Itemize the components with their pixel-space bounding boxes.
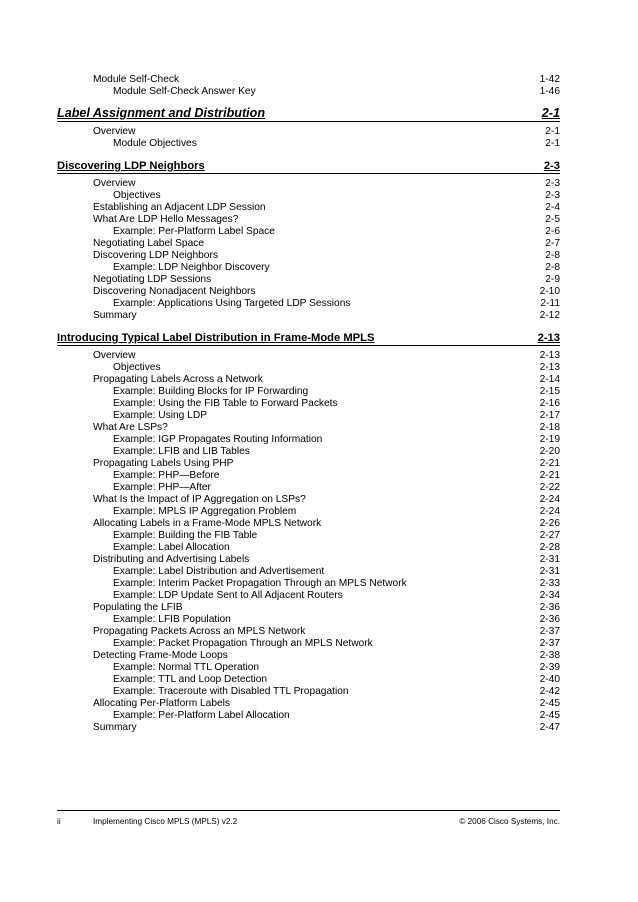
toc-subentry[interactable] <box>57 590 560 602</box>
entry-page-number: 2-6 <box>545 226 560 237</box>
entry-page-number: 2-36 <box>539 602 560 613</box>
entry-title: Summary <box>93 722 137 733</box>
toc-subentry[interactable] <box>57 614 560 626</box>
entry-title: Overview <box>93 178 136 189</box>
entry-title: Negotiating Label Space <box>93 238 205 249</box>
toc-subentry[interactable] <box>57 638 560 650</box>
toc-subentry[interactable] <box>57 138 560 150</box>
entry-page-number: 2-15 <box>539 386 560 397</box>
footer-page-number: ii <box>57 817 61 826</box>
toc-entry[interactable] <box>57 374 560 386</box>
toc-subentry[interactable] <box>57 566 560 578</box>
toc-entry[interactable] <box>57 286 560 298</box>
footer-course-title: Implementing Cisco MPLS (MPLS) v2.2 <box>93 817 238 826</box>
toc-chapter-heading[interactable] <box>57 326 560 346</box>
toc-chapter-heading[interactable] <box>57 154 560 174</box>
entry-page-number: 2-8 <box>545 250 560 261</box>
entry-page-number: 2-11 <box>540 298 560 309</box>
entry-title: What Is the Impact of IP Aggregation on LSPs? <box>93 494 306 505</box>
entry-title: Example: Packet Propagation Through an MPLS Network <box>113 638 373 649</box>
toc-entry[interactable] <box>57 274 560 286</box>
chapter-title: Introducing Typical Label Distribution in Frame-Mode MPLS <box>57 332 375 344</box>
entry-page-number: 2-42 <box>539 686 560 697</box>
entry-title: Establishing an Adjacent LDP Session <box>93 202 266 213</box>
entry-page-number: 2-5 <box>545 214 560 225</box>
entry-page-number: 2-24 <box>539 494 560 505</box>
chapter-page-number: 2-13 <box>537 332 560 344</box>
toc-entry[interactable] <box>57 518 560 530</box>
entry-title: Overview <box>93 126 136 137</box>
entry-page-number: 2-13 <box>539 350 560 361</box>
toc-subentry[interactable] <box>57 446 560 458</box>
chapter-title: Label Assignment and Distribution <box>57 106 266 120</box>
toc-subentry[interactable] <box>57 298 560 310</box>
entry-title: Example: LFIB Population <box>113 614 231 625</box>
toc-entry[interactable] <box>57 698 560 710</box>
entry-page-number: 2-40 <box>539 674 560 685</box>
toc-subentry[interactable] <box>57 662 560 674</box>
chapter-page-number: 2-1 <box>541 106 560 120</box>
toc-subentry[interactable] <box>57 86 560 98</box>
entry-page-number: 1-46 <box>539 86 560 97</box>
toc-entry[interactable] <box>57 126 560 138</box>
entry-page-number: 2-39 <box>539 662 560 673</box>
entry-title: Module Self-Check <box>93 74 180 85</box>
entry-page-number: 2-13 <box>539 362 560 373</box>
entry-title: What Are LDP Hello Messages? <box>93 214 239 225</box>
toc-subentry[interactable] <box>57 482 560 494</box>
entry-page-number: 2-37 <box>539 626 560 637</box>
entry-title: Module Self-Check Answer Key <box>113 86 256 97</box>
entry-page-number: 2-24 <box>539 506 560 517</box>
entry-page-number: 2-18 <box>539 422 560 433</box>
toc-entry[interactable] <box>57 178 560 190</box>
entry-title: Example: TTL and Loop Detection <box>113 674 268 685</box>
entry-title: Discovering LDP Neighbors <box>93 250 218 261</box>
toc-subentry[interactable] <box>57 226 560 238</box>
entry-title: Negotiating LDP Sessions <box>93 274 212 285</box>
entry-page-number: 2-36 <box>539 614 560 625</box>
footer-copyright: © 2006 Cisco Systems, Inc. <box>459 817 560 826</box>
entry-page-number: 2-21 <box>539 470 560 481</box>
entry-title: Propagating Packets Across an MPLS Network <box>93 626 306 637</box>
entry-page-number: 2-31 <box>539 554 560 565</box>
entry-title: Module Objectives <box>113 138 197 149</box>
toc-entry[interactable] <box>57 202 560 214</box>
entry-page-number: 2-34 <box>539 590 560 601</box>
toc-entry[interactable] <box>57 214 560 226</box>
entry-title: Example: MPLS IP Aggregation Problem <box>113 506 297 517</box>
toc-entry[interactable] <box>57 350 560 362</box>
entry-page-number: 2-8 <box>545 262 560 273</box>
toc-subentry[interactable] <box>57 410 560 422</box>
entry-page-number: 2-19 <box>539 434 560 445</box>
toc-subentry[interactable] <box>57 398 560 410</box>
toc-subentry[interactable] <box>57 578 560 590</box>
entry-title: Example: IGP Propagates Routing Information <box>113 434 323 445</box>
toc-subentry[interactable] <box>57 362 560 374</box>
toc-entry[interactable] <box>57 458 560 470</box>
entry-page-number: 2-33 <box>539 578 560 589</box>
entry-page-number: 2-27 <box>539 530 560 541</box>
entry-title: Summary <box>93 310 137 321</box>
toc-chapter-heading[interactable] <box>57 102 560 122</box>
entry-title: Overview <box>93 350 136 361</box>
toc-entry[interactable] <box>57 650 560 662</box>
entry-page-number: 2-10 <box>539 286 560 297</box>
entry-title: Example: Using LDP <box>113 410 207 421</box>
entry-title: Example: Per-Platform Label Space <box>113 226 275 237</box>
toc-entry[interactable] <box>57 238 560 250</box>
toc-entry[interactable] <box>57 602 560 614</box>
entry-title: Example: Label Allocation <box>113 542 230 553</box>
toc-entry[interactable] <box>57 250 560 262</box>
entry-page-number: 2-16 <box>539 398 560 409</box>
entry-page-number: 2-37 <box>539 638 560 649</box>
toc-subentry[interactable] <box>57 434 560 446</box>
entry-title: Propagating Labels Using PHP <box>93 458 234 469</box>
toc-subentry[interactable] <box>57 470 560 482</box>
toc-subentry[interactable] <box>57 190 560 202</box>
entry-title: Populating the LFIB <box>93 602 183 613</box>
toc-entry[interactable] <box>57 722 560 734</box>
entry-title: Objectives <box>113 362 161 373</box>
toc-entry[interactable] <box>57 74 560 86</box>
entry-title: Example: Per-Platform Label Allocation <box>113 710 290 721</box>
entry-title: Allocating Labels in a Frame-Mode MPLS Network <box>93 518 322 529</box>
entry-title: Example: Interim Packet Propagation Through an MPLS Network <box>113 578 407 589</box>
entry-title: What Are LSPs? <box>93 422 168 433</box>
entry-page-number: 2-3 <box>545 178 560 189</box>
entry-title: Example: LFIB and LIB Tables <box>113 446 250 457</box>
toc-subentry[interactable] <box>57 262 560 274</box>
entry-page-number: 2-3 <box>545 190 560 201</box>
entry-page-number: 2-31 <box>539 566 560 577</box>
entry-page-number: 2-38 <box>539 650 560 661</box>
entry-page-number: 2-9 <box>545 274 560 285</box>
entry-title: Example: LDP Neighbor Discovery <box>113 262 270 273</box>
entry-title: Example: Label Distribution and Advertisement <box>113 566 325 577</box>
entry-page-number: 2-21 <box>539 458 560 469</box>
toc-subentry[interactable] <box>57 506 560 518</box>
toc-subentry[interactable] <box>57 530 560 542</box>
entry-title: Example: Applications Using Targeted LDP Sessions <box>113 298 351 309</box>
entry-page-number: 2-1 <box>545 138 560 149</box>
entry-title: Distributing and Advertising Labels <box>93 554 250 565</box>
entry-page-number: 2-26 <box>539 518 560 529</box>
entry-page-number: 2-45 <box>539 710 560 721</box>
entry-page-number: 2-12 <box>539 310 560 321</box>
entry-title: Discovering Nonadjacent Neighbors <box>93 286 256 297</box>
entry-title: Example: Building Blocks for IP Forwarding <box>113 386 309 397</box>
entry-page-number: 2-4 <box>545 202 560 213</box>
entry-page-number: 2-1 <box>545 126 560 137</box>
chapter-page-number: 2-3 <box>543 160 560 172</box>
entry-page-number: 2-28 <box>539 542 560 553</box>
chapter-title: Discovering LDP Neighbors <box>57 160 205 172</box>
entry-title: Objectives <box>113 190 161 201</box>
entry-title: Example: Building the FIB Table <box>113 530 258 541</box>
entry-page-number: 2-22 <box>539 482 560 493</box>
toc-entry[interactable] <box>57 626 560 638</box>
entry-title: Example: Normal TTL Operation <box>113 662 260 673</box>
entry-page-number: 2-20 <box>539 446 560 457</box>
entry-page-number: 2-45 <box>539 698 560 709</box>
toc-subentry[interactable] <box>57 542 560 554</box>
entry-title: Allocating Per-Platform Labels <box>93 698 231 709</box>
entry-page-number: 1-42 <box>539 74 560 85</box>
toc-entry[interactable] <box>57 494 560 506</box>
toc-subentry[interactable] <box>57 674 560 686</box>
toc-subentry[interactable] <box>57 710 560 722</box>
entry-title: Propagating Labels Across a Network <box>93 374 263 385</box>
entry-title: Example: Using the FIB Table to Forward Packets <box>113 398 338 409</box>
entry-title: Example: Traceroute with Disabled TTL Propagation <box>113 686 349 697</box>
entry-page-number: 2-7 <box>545 238 560 249</box>
entry-title: Example: PHP—Before <box>113 470 220 481</box>
toc-subentry[interactable] <box>57 386 560 398</box>
footer-divider <box>57 810 560 811</box>
table-of-contents <box>57 74 560 734</box>
entry-title: Example: PHP—After <box>113 482 211 493</box>
entry-page-number: 2-47 <box>539 722 560 733</box>
entry-page-number: 2-17 <box>539 410 560 421</box>
toc-subentry[interactable] <box>57 686 560 698</box>
entry-title: Example: LDP Update Sent to All Adjacent Routers <box>113 590 343 601</box>
entry-page-number: 2-14 <box>539 374 560 385</box>
toc-entry[interactable] <box>57 422 560 434</box>
toc-entry[interactable] <box>57 554 560 566</box>
entry-title: Detecting Frame-Mode Loops <box>93 650 228 661</box>
toc-entry[interactable] <box>57 310 560 322</box>
